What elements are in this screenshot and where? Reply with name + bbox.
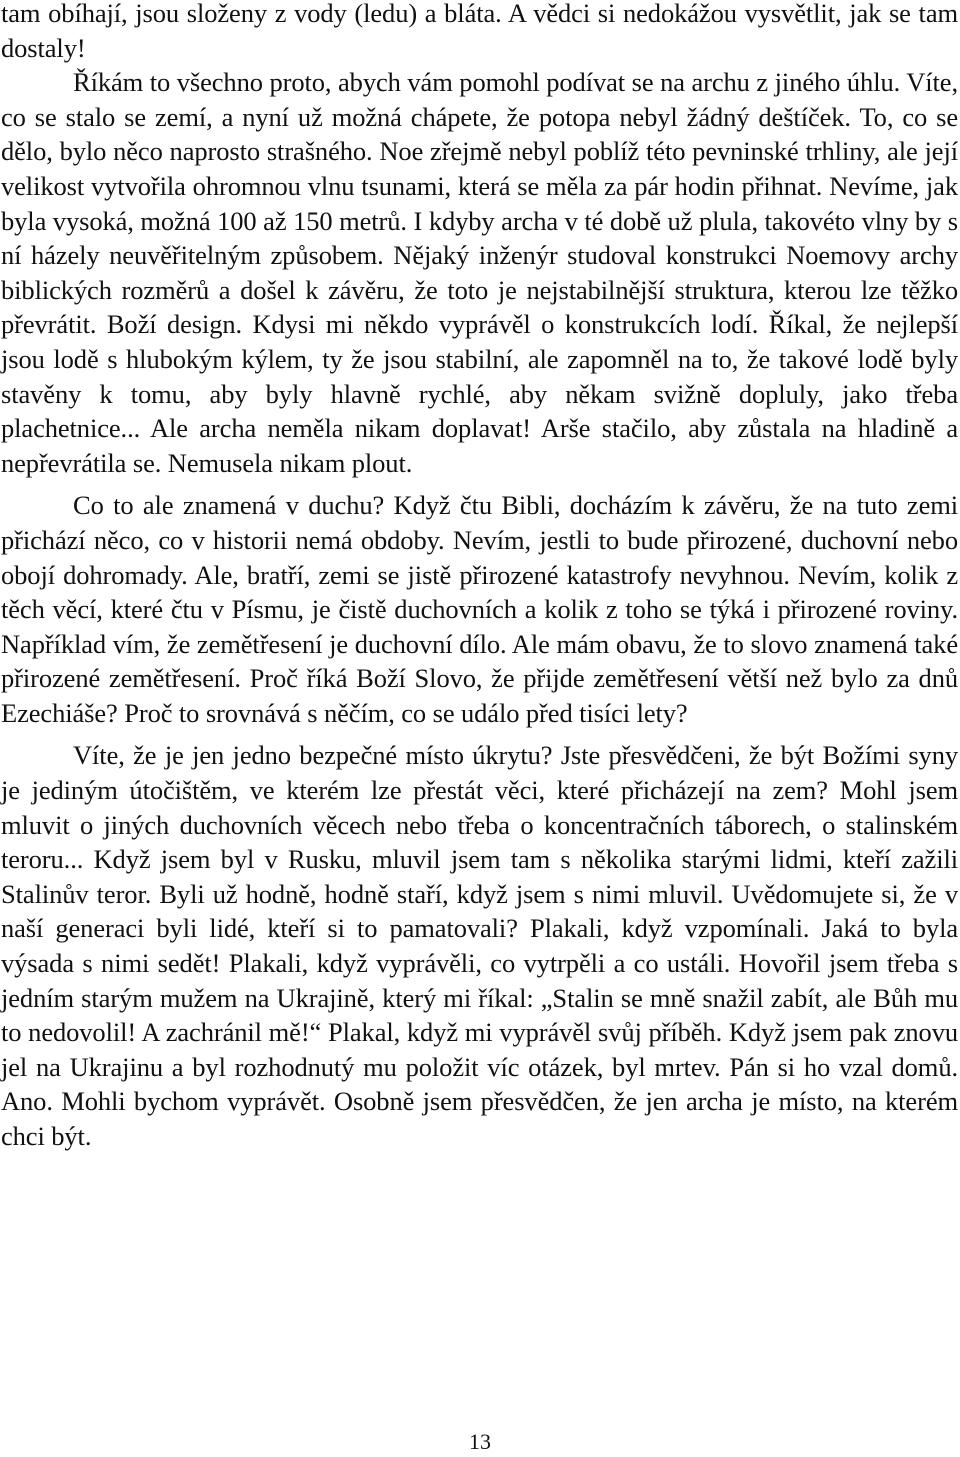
paragraph-continuation: tam obíhají, jsou složeny z vody (ledu) a bláta. A vědci si nedokážou vysvětlit, jak se tam dostaly! xyxy=(1,0,958,63)
page-number: 13 xyxy=(469,1429,491,1454)
paragraph-safe-refuge: Víte, že je jen jedno bezpečné místo úkrytu? Jste přesvědčeni, že být Božími syny je jediným útočištěm, ve kterém lze přestát věci, které přicházejí na zem? Mohl jsem mluvit o jiných duchovních věcech nebo třeba o koncentračních táborech, o stalinském teroru... Když jsem byl v Rusku, mluvil jsem tam s několika starými lidmi, kteří zažili Stalinův teror. Byli už hodně, hodně staří, když jsem s nimi mluvil. Uvědomujete si, že v naší generaci byli lidé, kteří si to pamatovali? Plakali, když vzpomínali. Jaká to byla výsada s nimi sedět! Plakali, když vyprávěli, co vytrpěli a co ustáli. Hovořil jsem třeba s jedním starým mužem na Ukrajině, který mi říkal: „Stalin se mně snažil zabít, ale Bůh mu to nedovolil! A zachránil mě!“ Plakal, když mi vyprávěl svůj příběh. Když jsem pak znovu jel na Ukrajinu a byl rozhodnutý mu položit víc otázek, byl mrtev. Pán si ho vzal domů. Ano. Mohli bychom vyprávět. Osobně jsem přesvědčen, že jen archa je místo, na kterém chci být. xyxy=(1,740,958,1151)
paragraph-ark-perspective: Říkám to všechno proto, abych vám pomohl podívat se na archu z jiného úhlu. Víte, co se stalo se zemí, a nyní už možná chápete, že potopa nebyl žádný deštíček. To, co se dělo, bylo něco naprosto strašného. Noe zřejmě nebyl poblíž této pevninské trhliny, ale její velikost vytvořila ohromnou vlnu tsunami, která se měla za pár hodin přihnat. Nevíme, jak byla vysoká, možná 100 až 150 metrů. I kdyby archa v té době už plula, takovéto vlny by s ní házely neuvěřitelným způsobem. Nějaký inženýr studoval konstrukci Noemovy archy biblických rozměrů a došel k závěru, že toto je nejstabilnější struktura, kterou lze těžko převrátit. Boží design. Kdysi mi někdo vyprávěl o konstrukcích lodí. Říkal, že nejlepší jsou lodě s hlubokým kýlem, ty že jsou stabilní, ale zapomněl na to, že takové lodě byly stavěny k tomu, aby byly hlavně rychlé, aby někam svižně dopluly, jako třeba plachetnice... Ale archa neměla nikam doplavat! Arše stačilo, aby zůstala na hladině a nepřevrátila se. Nemusela nikam plout. xyxy=(1,67,958,478)
paragraph-spiritual-meaning: Co to ale znamená v duchu? Když čtu Bibli, docházím k závěru, že na tuto zemi přichází něco, co v historii nemá obdoby. Nevím, jestli to bude přirozené, duchovní nebo obojí dohromady. Ale, bratří, zemi se jistě přirozené katastrofy nevyhnou. Nevím, kolik z těch věcí, které čtu v Písmu, je čistě duchovních a kolik z toho se týká i přirozené roviny. Například vím, že zemětřesení je duchovní dílo. Ale mám obavu, že to slovo znamená také přirozené zemětřesení. Proč říká Boží Slovo, že přijde zemětřesení větší než bylo za dnů Ezechiáše? Proč to srovnává s něčím, co se událo před tisíci lety? xyxy=(1,490,958,728)
body-text xyxy=(1,0,958,1154)
